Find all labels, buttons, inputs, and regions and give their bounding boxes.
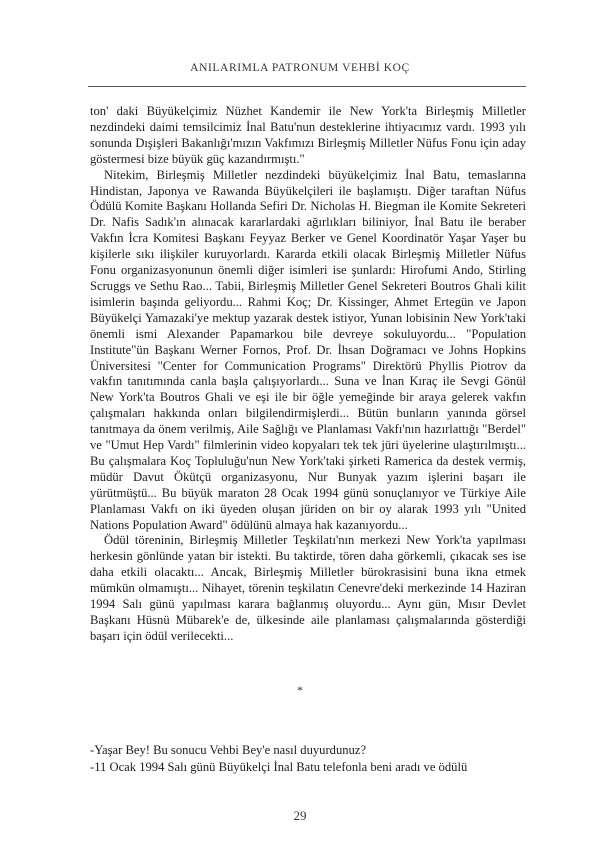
running-header: ANILARIMLA PATRONUM VEHBİ KOÇ: [190, 62, 410, 74]
paragraph: ton' daki Büyükelçimiz Nüzhet Kandemir ile New York'ta Birleşmiş Milletler nezdindeki daimi temsilcimiz İnal Batu'nun desteklerine ihtiyacımız vardı. 1993 yılı sonunda Dışişleri Bakanlığı'mızın Vakfımızı Birleşmiş Milletler Nüfus Fonu için aday göstermesi bize büyük güç kazandırmıştı.": [90, 104, 526, 166]
paragraph: Ödül töreninin, Birleşmiş Milletler Teşkilatı'nın merkezi New York'ta yapılması herkesin gönlünde yatan bir istekti. Bu taktirde, tören daha görkemli, çıkacak ses ise daha etkili olacaktı... Ancak, Birleşmiş Milletler bürokrasisini buna ikna etmek mümkün olmamıştı... Nihayet, törenin teşkilatın Cenevre'deki merkezinde 14 Haziran 1994 Salı günü yapılması karara bağlanmış oluyordu... Aynı gün, Mısır Devlet Başkanı Hüsnü Mübarek'e de, ülkesinde aile planlaması çalışmalarında gösterdiği başarı için ödül verilecekti...: [90, 533, 526, 643]
dialogue-block: [90, 742, 526, 776]
page-number: 29: [293, 808, 307, 823]
header-rule: [88, 86, 526, 87]
section-separator: *: [297, 683, 303, 697]
paragraph: Nitekim, Birleşmiş Milletler nezdindeki büyükelçimiz İnal Batu, temaslarına Hindistan, Japonya ve Rawanda Büyükelçileri ile başlamıştı. Diğer taraftan Nüfus Ödülü Komite Başkanı Hollanda Sefiri Dr. Nicholas H. Biegman ile Komite Sekreteri Dr. Nafis Sadık'ın alınacak kararlardaki ağırlıkları biliniyor, İnal Batu ile beraber Vakfın İcra Komitesi Başkanı Feyyaz Berker ve Genel Koordinatör Yaşar Yaşer bu kişilerle sıkı ilişkiler kuruyorlardı. Kararda etkili olacak Birleşmiş Milletler Nüfus Fonu organizasyonunun önemli diğer isimleri ise şunlardı: Hirofumi Ando, Stirling Scruggs ve Sethu Rao... Tabii, Birleşmiş Milletler Genel Sekreteri Boutros Ghali kilit isimlerin başında geliyordu... Rahmi Koç; Dr. Kissinger, Ahmet Ertegün ve Japon Büyükelçi Yamazaki'ye mektup yazarak destek istiyor, Yunan lobisinin New York'taki önemli ismi Alexander Papamarkou bile devreye sokuluyordu... "Population Institute"ün Başkanı Werner Fornos, Prof. Dr. İhsan Doğramacı ve Johns Hopkins Üniversitesi "Center for Communication Programs" Direktörü Phyllis Piotrov da vakfın tanıtımında canla başla çalışıyorlardı... Suna ve İnan Kıraç ile Sevgi Gönül New York'ta Boutros Ghali ve eşi ile bir öğle yemeğinde bir araya gelerek vakfın çalışmaları hakkında onları bilgilendirmişlerdi... Bütün bunların yanında görsel tanıtmaya da önem verilmiş, Aile Sağlığı ve Planlaması Vakfı'nın hazırlattığı "Berdel" ve "Umut Hep Vardı" filmlerinin video kopyaları tek tek jüri üyelerine ulaştırılmıştı... Bu çalışmalara Koç Topluluğu'nun New York'taki şirketi Ramerica da destek vermiş, müdür Davut Ökütçü organizasyonu, Nur Bunyak yazım işlerini başarı ile yürütmüştü... Bu büyük maraton 28 Ocak 1994 günü sonuçlanıyor ve Türkiye Aile Planlaması Vakfı on iki üyeden oluşan jüriden on bir oy alarak 1993 yılı "United Nations Population Award" ödülünü almaya hak kazanıyordu...: [90, 167, 526, 532]
dialogue-line: -Yaşar Bey! Bu sonucu Vehbi Bey'e nasıl duyurdunuz?: [90, 743, 367, 757]
dialogue-line: -11 Ocak 1994 Salı günü Büyükelçi İnal Batu telefonla beni aradı ve ödülü: [90, 760, 468, 774]
body-text: [90, 104, 526, 645]
